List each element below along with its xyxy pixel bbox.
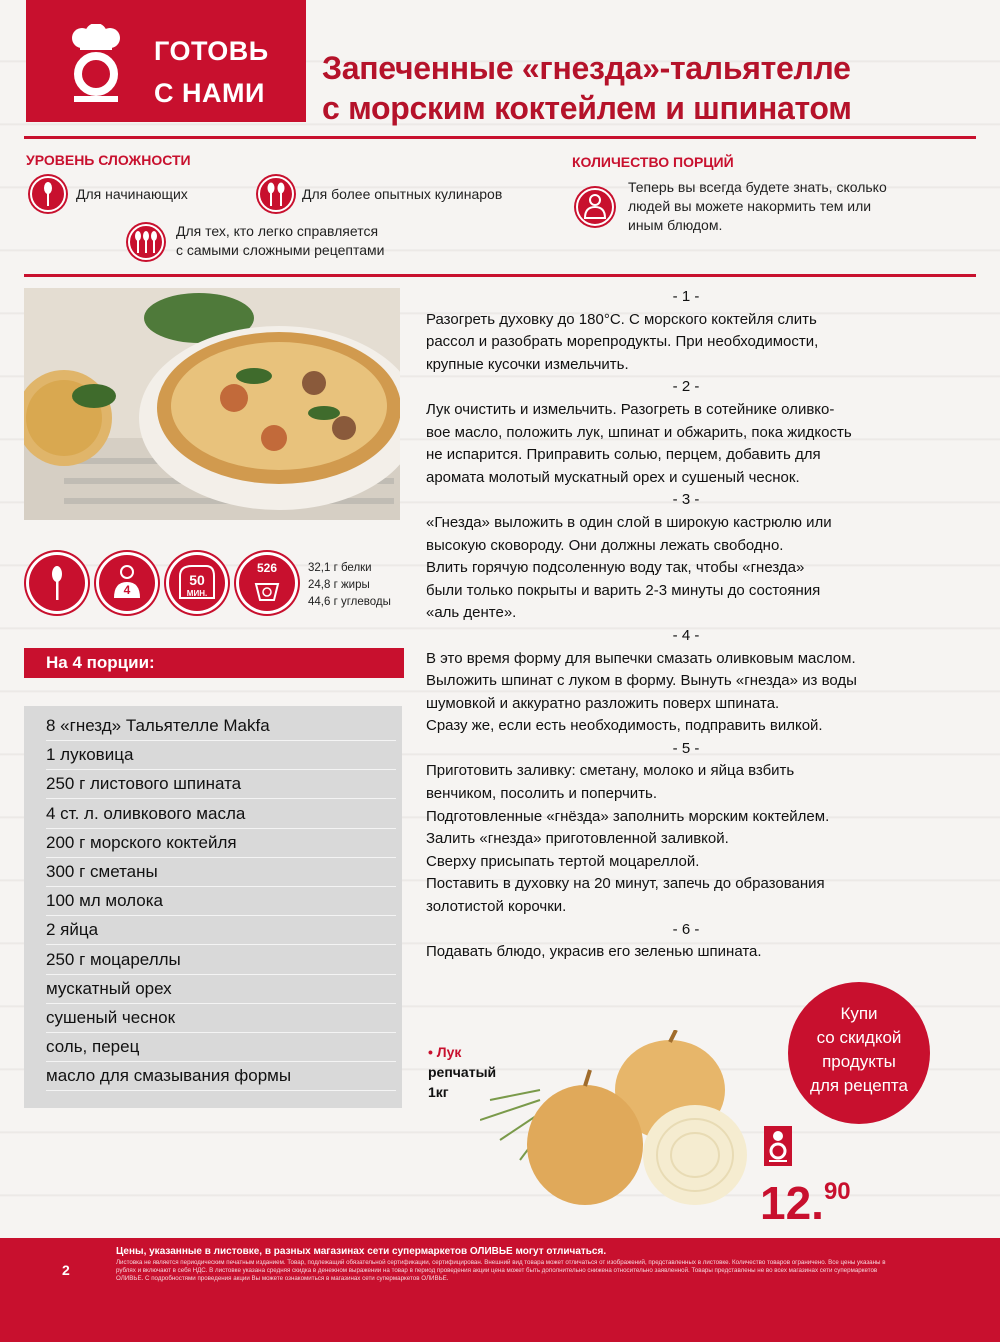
footer-legal: Листовка не является периодическим печатным изданием. Товар, подлежащий обязательной сертификации, сертифицирован. Внешний вид товара может отличаться от изображений, представленных в листовке. Количество товаров ограничено. Все цены указаны в рублях и включают в себя НДС. В листовке указана средняя скидка в денежном выражении на товар в период проведения акции цена может быть дополнительно снижена относительно заявленной. Товары представлены не во всех магазинах сети супермаркетов ОЛИВЬЕ. С подробностями проведения акции Вы можете ознакомиться в магазинах сети супермаркетов ОЛИВЬЕ. xyxy=(116,1259,886,1283)
step-text-line: Залить «гнезда» приготовленной заливкой. xyxy=(426,830,729,848)
step-text-line: шумовкой и аккуратно разложить поверх шпината. xyxy=(426,694,780,712)
level-expert-line2: с самыми сложными рецептами xyxy=(176,242,385,258)
spoon-icon xyxy=(26,552,88,614)
step-text-line: Сразу же, если есть необходимость, подправить вилкой. xyxy=(426,717,823,735)
difficulty-label: УРОВЕНЬ СЛОЖНОСТИ xyxy=(26,152,191,168)
step-text-line: Выложить шпинат с луком в форму. Вынуть «гнезда» из воды xyxy=(426,672,857,690)
two-spoons-icon xyxy=(254,172,298,216)
ingredient-item: 200 г морского коктейля xyxy=(46,829,396,858)
step-text-line: золотистой корочки. xyxy=(426,898,567,916)
onion-image xyxy=(480,1030,770,1210)
divider xyxy=(24,136,976,139)
fat-value: 24,8 г жиры xyxy=(308,579,370,591)
ingredient-item: мускатный орех xyxy=(46,975,396,1004)
step-text-line: рассол и разобрать морепродукты. При необходимости, xyxy=(426,333,819,351)
step-text-line: В это время форму для выпечки смазать оливковым маслом. xyxy=(426,649,856,667)
brand-logo-icon xyxy=(764,1126,792,1166)
promo-line4: для рецепта xyxy=(810,1076,908,1095)
ingredient-item: 4 ст. л. оливкового масла xyxy=(46,800,396,829)
header-line2: С НАМИ xyxy=(154,78,265,108)
promo-line3: продукты xyxy=(822,1052,896,1071)
brand-header xyxy=(26,0,306,122)
promo-line1: Купи xyxy=(840,1004,878,1023)
step-text-line: Подготовленные «гнёзда» заполнить морским коктейлем. xyxy=(426,807,830,825)
step-text-line: «Гнезда» выложить в один слой в широкую кастрюлю или xyxy=(426,513,832,531)
step-number: - 2 - xyxy=(672,378,700,396)
ingredient-item: 2 яйца xyxy=(46,916,396,945)
calories-stat xyxy=(236,552,298,614)
product-bullet-title: • Лук xyxy=(428,1044,462,1060)
servings-count: 4 xyxy=(123,583,131,597)
difficulty-stat xyxy=(26,552,88,614)
chef-hat-icon xyxy=(68,24,124,104)
footer-disclaimer: Цены, указанные в листовке, в разных магазинах сети супермаркетов ОЛИВЬЕ могут отличаться. xyxy=(116,1246,607,1257)
step-text-line: крупные кусочки измельчить. xyxy=(426,355,629,373)
step-number: - 6 - xyxy=(672,920,700,938)
ingredient-item: масло для смазывания формы xyxy=(46,1062,396,1091)
level-beginner: Для начинающих xyxy=(76,186,188,202)
ingredient-item: 250 г моцареллы xyxy=(46,946,396,975)
level-expert xyxy=(176,222,384,260)
three-spoons-icon xyxy=(124,220,168,264)
step-text-line: были только покрыты и варить 2-3 минуты до состояния xyxy=(426,581,821,599)
carbs-value: 44,6 г углеводы xyxy=(308,596,391,608)
step-text-line: Сверху присыпать тертой моцареллой. xyxy=(426,852,700,870)
ingredient-item: 1 луковица xyxy=(46,741,396,770)
time-stat xyxy=(166,552,228,614)
step-number: - 4 - xyxy=(672,626,700,644)
ingredient-item: сушеный чеснок xyxy=(46,1004,396,1033)
step-number: - 5 - xyxy=(672,739,700,757)
dish-photo xyxy=(24,288,400,520)
step-text-line: высокую сковороду. Они должны лежать свободно. xyxy=(426,536,784,554)
level-expert-line1: Для тех, кто легко справляется xyxy=(176,223,379,239)
ingredient-item: 250 г листового шпината xyxy=(46,770,396,799)
price-cents: 90 xyxy=(823,1177,851,1205)
product-line3: 1кг xyxy=(428,1084,449,1100)
person-icon xyxy=(572,184,618,230)
promo-line2: со скидкой xyxy=(816,1028,902,1047)
calories-value: 526 xyxy=(256,561,278,575)
servings-line1: Теперь вы всегда будете знать, сколько xyxy=(628,179,887,195)
portions-title: На 4 порции: xyxy=(24,648,404,678)
servings-line2: людей вы можете накормить тем или xyxy=(628,198,872,214)
step-text-line: «аль денте». xyxy=(426,604,517,622)
footer xyxy=(0,1238,1000,1342)
step-text-line: Поставить в духовку на 20 минут, запечь до образования xyxy=(426,875,825,893)
step-text-line: не испарится. Приправить солью, перцем, добавить для xyxy=(426,446,821,464)
title-line2: с морским коктейлем и шпинатом xyxy=(322,90,852,126)
title-line1: Запеченные «гнезда»-тальятелле xyxy=(322,50,851,86)
header-line1: ГОТОВЬ xyxy=(154,36,269,66)
divider xyxy=(24,274,976,277)
page-number: 2 xyxy=(62,1262,70,1278)
scale-icon xyxy=(236,552,298,614)
step-text-line: Приготовить заливку: сметану, молоко и яйца взбить xyxy=(426,762,795,780)
page-title xyxy=(322,48,852,128)
time-unit: МИН. xyxy=(186,589,208,598)
protein-value: 32,1 г белки xyxy=(308,562,372,574)
step-text-line: Подавать блюдо, украсив его зеленью шпината. xyxy=(426,943,762,961)
ingredient-item: 300 г сметаны xyxy=(46,858,396,887)
step-text-line: Разогреть духовку до 180°С. С морского коктейля слить xyxy=(426,310,817,328)
price xyxy=(760,1176,851,1230)
promo-badge xyxy=(788,982,930,1124)
price-main: 12. xyxy=(760,1177,824,1229)
ingredient-item: соль, перец xyxy=(46,1033,396,1062)
step-number: - 3 - xyxy=(672,491,700,509)
spoon-icon xyxy=(26,172,70,216)
servings-stat xyxy=(96,552,158,614)
time-value: 50 xyxy=(189,572,205,588)
servings-label: КОЛИЧЕСТВО ПОРЦИЙ xyxy=(572,154,734,170)
level-experienced: Для более опытных кулинаров xyxy=(302,186,503,202)
servings-description xyxy=(628,178,887,235)
product-line2: репчатый xyxy=(428,1064,497,1080)
step-text-line: аромата молотый мускатный орех и сушеный чеснок. xyxy=(426,468,800,486)
step-text-line: вое масло, положить лук, шпинат и обжарить, пока жидкость xyxy=(426,423,852,441)
recipe-steps xyxy=(426,286,946,964)
nutrition-facts xyxy=(308,560,391,611)
step-text-line: Влить горячую подсоленную воду так, чтобы «гнезда» xyxy=(426,559,805,577)
ingredient-item: 100 мл молока xyxy=(46,887,396,916)
step-text-line: Лук очистить и измельчить. Разогреть в сотейнике оливко- xyxy=(426,400,835,418)
ingredient-item: 8 «гнезд» Тальятелле Makfa xyxy=(46,712,396,741)
servings-line3: иным блюдом. xyxy=(628,217,723,233)
step-number: - 1 - xyxy=(672,288,700,305)
step-text-line: венчиком, посолить и поперчить. xyxy=(426,785,658,803)
ingredients-list xyxy=(24,706,402,1108)
